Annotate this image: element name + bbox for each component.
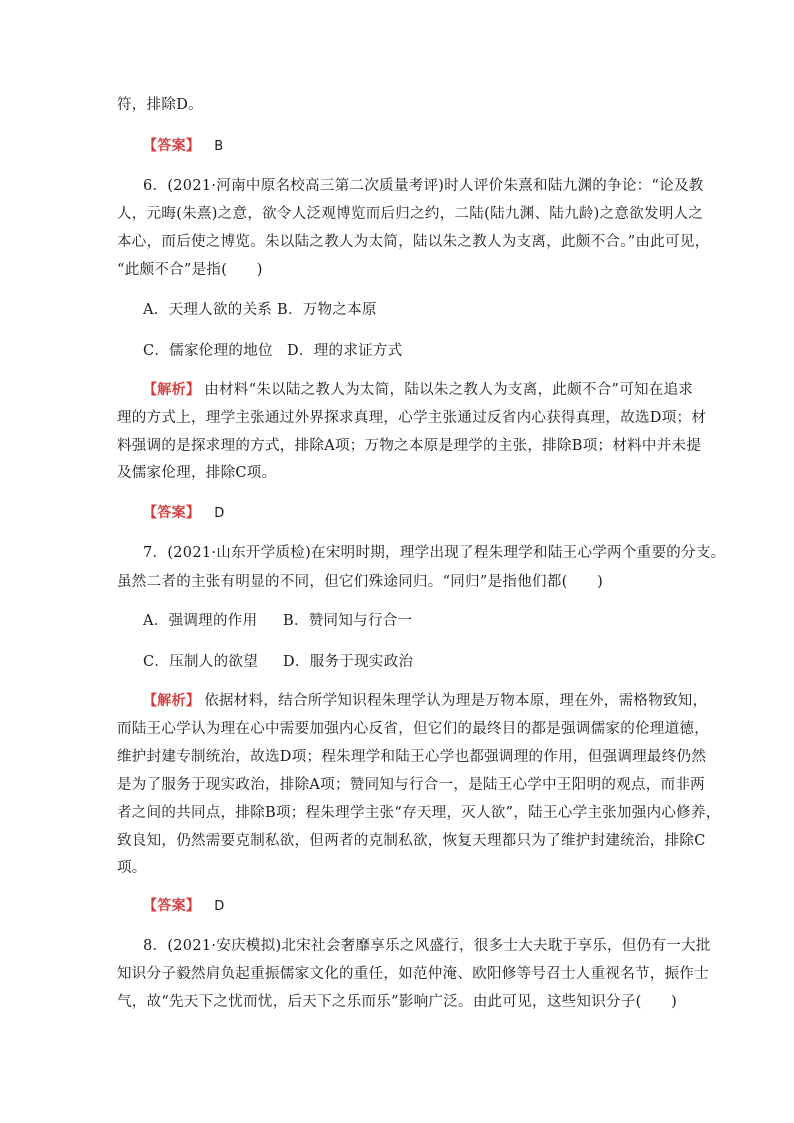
option-b: B．赞同知与行合一 bbox=[283, 613, 413, 629]
analysis-line: 及儒家伦理，排除C项。 bbox=[117, 465, 277, 481]
question-7-line: 7．(2021·山东开学质检)在宋明时期，理学出现了程朱理学和陆王心学两个重要的分支。 bbox=[143, 545, 726, 561]
answer-value: B bbox=[214, 139, 224, 154]
analysis-row bbox=[143, 380, 693, 400]
analysis-row bbox=[143, 691, 707, 711]
question-8-line: 知识分子毅然肩负起重振儒家文化的重任，如范仲淹、欧阳修等号召士人重视名节，振作士 bbox=[117, 966, 709, 982]
option-a: A．天理人欲的关系 bbox=[143, 302, 273, 318]
question-6-line: 6．(2021·河南中原名校高三第二次质量考评)时人评价朱熹和陆九渊的争论：“论及教 bbox=[143, 178, 704, 194]
answer-value: D bbox=[214, 506, 225, 521]
option-b: B．万物之本原 bbox=[277, 302, 377, 318]
analysis-line: 是为了服务于现实政治，排除A项；赞同知与行合一，是陆王心学中王阳明的观点，而非两 bbox=[117, 777, 705, 793]
question-8-line: 气，故“先天下之忧而忧，后天下之乐而乐”影响广泛。由此可见，这些知识分子( ) bbox=[117, 994, 678, 1010]
analysis-line: 致良知，仍然需要克制私欲，但两者的克制私欲，恢复天理都只为了维护封建统治，排除C bbox=[117, 833, 706, 849]
analysis-line: 而陆王心学认为理在心中需要加强内心反省，但它们的最终目的都是强调儒家的伦理道德， bbox=[117, 721, 709, 737]
option-d: D．服务于现实政治 bbox=[283, 654, 414, 670]
analysis-text: 依据材料，结合所学知识程朱理学认为理是万物本原，理在外，需格物致知， bbox=[204, 693, 708, 709]
text-line: 符，排除D。 bbox=[117, 97, 203, 113]
analysis-tag: 【解析】 bbox=[143, 382, 201, 398]
question-6-line: “此颇不合”是指( ) bbox=[117, 262, 263, 278]
analysis-tag: 【解析】 bbox=[143, 693, 201, 709]
answer-row bbox=[143, 896, 225, 917]
question-8-line: 8．(2021·安庆模拟)北宋社会奢靡享乐之风盛行，很多士大夫耽于享乐，但仍有一大批 bbox=[143, 938, 711, 954]
answer-tag: 【答案】 bbox=[143, 505, 201, 521]
answer-tag: 【答案】 bbox=[143, 898, 201, 914]
answer-value: D bbox=[214, 899, 225, 914]
analysis-line: 者之间的共同点，排除B项；程朱理学主张“存天理，灭人欲”，陆王心学主张加强内心修养， bbox=[117, 805, 721, 821]
answer-row bbox=[143, 136, 223, 157]
option-d: D．理的求证方式 bbox=[287, 343, 403, 359]
analysis-line: 项。 bbox=[117, 860, 147, 876]
question-6-line: 本心，而后使之博览。朱以陆之教人为太简，陆以朱之教人为支离，此颇不合。”由此可见， bbox=[117, 234, 710, 250]
analysis-line: 维护封建专制统治，故选D项；程朱理学和陆王心学也都强调理的作用，但强调理最终仍然 bbox=[117, 749, 707, 765]
question-7-line: 虽然二者的主张有明显的不同，但它们殊途同归。“同归”是指他们都( ) bbox=[117, 574, 604, 590]
answer-row bbox=[143, 503, 225, 524]
option-c: C．儒家伦理的地位 bbox=[143, 343, 273, 359]
answer-tag: 【答案】 bbox=[143, 138, 201, 154]
analysis-line: 理的方式上，理学主张通过外界探求真理，心学主张通过反省内心获得真理，故选D项；材 bbox=[117, 410, 707, 426]
analysis-text: 由材料“朱以陆之教人为太简，陆以朱之教人为支离，此颇不合”可知在追求 bbox=[204, 382, 694, 398]
question-6-line: 人，元晦(朱熹)之意，欲令人泛观博览而后归之约，二陆(陆九渊、陆九龄)之意欲发明人之 bbox=[117, 206, 704, 222]
option-a: A．强调理的作用 bbox=[143, 613, 258, 629]
option-c: C．压制人的欲望 bbox=[143, 654, 258, 670]
analysis-line: 料强调的是探求理的方式，排除A项；万物之本原是理学的主张，排除B项；材料中并未提 bbox=[117, 438, 702, 454]
